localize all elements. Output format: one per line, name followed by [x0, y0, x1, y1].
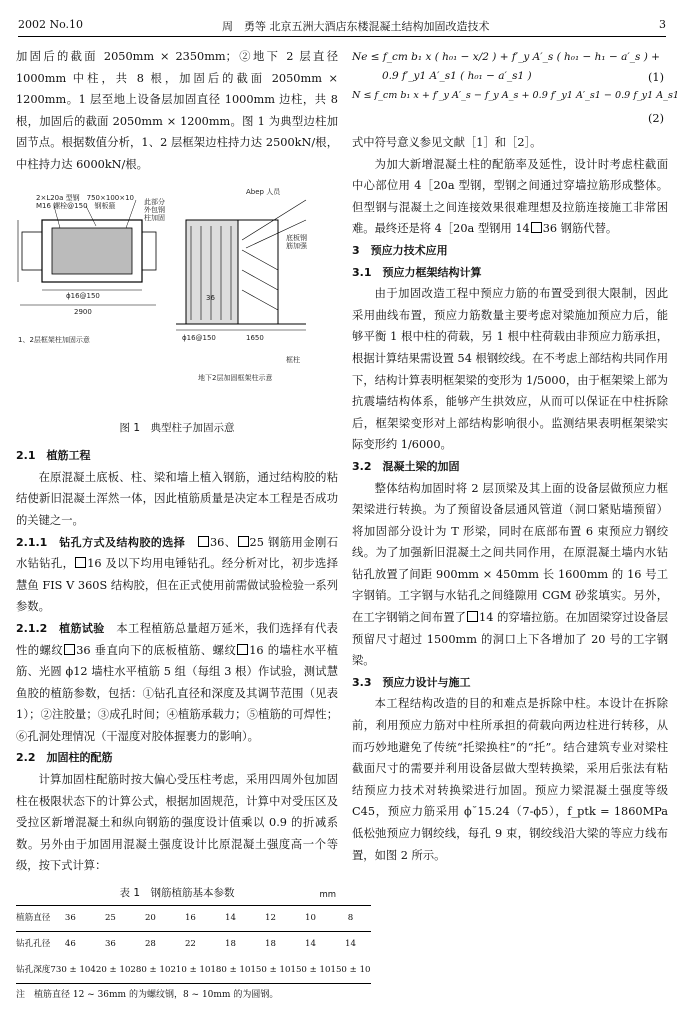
- table-unit: mm: [319, 890, 336, 901]
- rebar-symbol-icon: [531, 222, 542, 233]
- paragraph-equation-reference: 式中符号意义参见文献［1］和［2］。: [352, 136, 542, 149]
- rebar-symbol-icon: [467, 611, 478, 622]
- text-fragment: 14 的穿墙拉筋。在加固梁穿过设备层预留尺寸超过 1500mm 的洞口上下各增加了 20 号的工字钢梁。: [352, 611, 668, 668]
- table-cell: 46: [64, 939, 76, 950]
- table-row: [16, 905, 371, 932]
- text-fragment: 本工程植筋总量超万延米，我们选择有代表性的螺纹: [16, 621, 338, 657]
- table-cell: 150 ± 10: [331, 958, 371, 984]
- table-cell: 25: [90, 905, 130, 932]
- section-3-heading: 3 预应力技术应用: [352, 243, 448, 257]
- equation-block: [352, 48, 680, 132]
- fig-annotation: Abep 人员: [246, 187, 281, 196]
- fig-annotation: 外包钢: [144, 205, 165, 214]
- fig-annotation: 底板钢: [286, 233, 307, 242]
- fig-annotation: M16 螺栓@150 钢板箍: [36, 201, 116, 210]
- paragraph-3-2: [352, 478, 668, 672]
- table-cell: 18: [265, 939, 276, 950]
- table-title: 表 1 钢筋植筋基本参数: [119, 887, 235, 900]
- text-fragment: 25 钢筋用金刚石水钻钻孔，: [16, 535, 338, 571]
- section-2-2-heading: 2.2 加固柱的配筋: [16, 751, 113, 765]
- table-cell: 28: [144, 939, 156, 950]
- fig-annotation: 36: [206, 293, 215, 302]
- table-row: [16, 932, 371, 958]
- section-3-1-heading: 3.1 预应力框架结构计算: [352, 265, 482, 279]
- rebar-symbol-icon: [64, 644, 75, 655]
- section-2-1-1-heading: 2.1.1 钻孔方式及结构胶的选择: [16, 535, 186, 549]
- fig-sub-caption: 地下2层加固框架柱示意: [198, 373, 273, 382]
- running-title: 周 勇等 北京五洲大酒店东楼混凝土结构加固改造技术: [222, 20, 490, 33]
- table-cell: 280 ± 10: [130, 958, 170, 984]
- rebar-symbol-icon: [198, 536, 209, 547]
- equation-1-line-2: 0.9 f′_y1 A′_s1 ( h₀₁ − a′_s1 ): [382, 70, 532, 82]
- fig-annotation: 2900: [74, 307, 92, 316]
- rebar-symbol-icon: [238, 536, 249, 547]
- fig-annotation: 此部分: [144, 197, 165, 206]
- figure-1-caption: 图 1 典型柱子加固示意: [119, 421, 235, 434]
- table-row-label: 钻孔孔径: [16, 939, 51, 950]
- table-note: 注 植筋直径 12 ~ 36mm 的为螺纹钢，8 ~ 10mm 的为圆钢。: [16, 990, 279, 1001]
- fig-annotation: 筋加强: [286, 241, 307, 250]
- table-cell: 180 ± 10: [210, 958, 250, 984]
- text-fragment: 16 及以下均用电锤钻孔。经分析对比，初步选择慧鱼 FIS V 360S 结构胶，但在正式使用前需做试验检验一系列参数。: [16, 557, 338, 614]
- text-fragment: 36、: [209, 535, 237, 549]
- table-cell: 14: [345, 939, 356, 950]
- text-fragment: 36 垂直向下的底板植筋、螺纹: [76, 643, 237, 657]
- table-cell: 36: [104, 939, 116, 950]
- figure-1: [16, 180, 338, 416]
- table-cell: 150 ± 10: [250, 958, 290, 984]
- rebar-symbol-icon: [237, 644, 248, 655]
- table-cell: 14: [305, 939, 316, 950]
- journal-issue: 2002 No.10: [18, 18, 84, 31]
- table-cell: 20: [130, 905, 170, 932]
- text-fragment: 36 钢筋代替。: [542, 222, 618, 236]
- paragraph-3-1: 由于加固改造工程中预应力筋的布置受到很大限制，因此采用曲线布置，预应力筋数量主要考虑对梁施加预应力后，能够平衡 1 根中柱的荷载，另 1 根中柱荷载由非预应力筋承担，根据计算结果需设置 54 根钢绞线。在不考虑上部结构共同作用下，结构计算表明框架梁的变形为 1/5000，由于框架梁上部为抗震墙结构体系，能够产生拱效应，从而可以保证在中柱拆除后，框架梁变形对上部结构影响很小。监测结果表明框架梁实际变形约 1/6000。: [352, 287, 668, 452]
- fig-sub-caption: 1、2层框架柱加固示意: [18, 335, 90, 344]
- table-cell: 730 ± 10: [50, 958, 90, 984]
- paragraph-frame-steel: [352, 154, 668, 240]
- table-cell: 420 ± 10: [90, 958, 130, 984]
- equation-2: N ≤ f_cm b₁ x + f′_y A′_s − f_y A_s + 0.9 f′_y1 A′_s1 − 0.9 f_y1 A_s1: [352, 90, 680, 101]
- page-header: [18, 14, 666, 37]
- section-3-2-heading: 3.2 混凝土梁的加固: [352, 459, 460, 473]
- figure-1-drawing: [16, 180, 338, 416]
- rebar-symbol-icon: [75, 557, 86, 568]
- table-cell: 150 ± 10: [290, 958, 330, 984]
- right-column: [352, 46, 680, 866]
- table-1-caption: [16, 883, 338, 905]
- equation-1-line-1: Ne ≤ f_cm b₁ x ( h₀₁ − x/2 ) + f′_y A′_s ( h₀₁ − h₁ − a′_s ) +: [352, 51, 660, 63]
- left-column: [16, 46, 371, 1002]
- section-2-1-heading: 2.1 植筋工程: [16, 449, 91, 463]
- fig-annotation: ϕ16@150: [66, 291, 100, 300]
- paragraph-2-1-1: [16, 532, 338, 618]
- table-cell: 22: [184, 939, 196, 950]
- paragraph-2-2: 计算加固柱配筋时按大偏心受压柱考虑，采用四周外包加固柱在极限状态下的计算公式，根据加固规范，计算中对受压区及受拉区新增混凝土和纵向钢筋的强度设计值乘以 0.9 的折减系数。另外由于加固用混凝土强度设计比原混凝土强度高一个等级，按下式计算：: [16, 773, 338, 873]
- table-cell: 14: [210, 905, 250, 932]
- table-cell: 10: [290, 905, 330, 932]
- table-cell: 36: [50, 905, 90, 932]
- fig-annotation: ϕ16@150: [182, 333, 216, 342]
- table-cell: 8: [331, 905, 371, 932]
- table-cell: 16: [170, 905, 210, 932]
- fig-annotation: 2×L20a 型钢 750×100×10: [36, 193, 134, 202]
- fig-annotation: 框柱: [286, 355, 300, 364]
- section-2-1-2-heading: 2.1.2 植筋试验: [16, 621, 105, 635]
- table-row: [16, 958, 371, 984]
- text-fragment: 16 的墙柱水平植筋、光圆 ϕ12 墙柱水平植筋 5 组（每组 3 根）作试验，测试慧鱼胶的植筋参数，包括：①钻孔直径和深度及其调节范围（见表 1）；②注胶量；③成孔时间；④植筋承载力；⑤植筋的可焊性；⑥孔洞处理情况（干湿度对胶体握裹力的影响）。: [16, 643, 339, 743]
- fig-annotation: 柱加固: [144, 213, 165, 222]
- table-cell: 18: [224, 939, 236, 950]
- table-row-label: 植筋直径: [16, 905, 50, 932]
- text-fragment: 为加大新增混凝土柱的配筋率及延性，设计时考虑柱截面中心部位用 4［20a 型钢，型钢之间通过穿墙拉筋形成整体。但型钢与混凝土之间连接效果很难理想及拉筋连接施工非常困难。最终还是将 4［20a 型钢用 14: [352, 157, 668, 236]
- equation-2-number: (2): [647, 112, 664, 125]
- paragraph-2-1: 在原混凝土底板、柱、梁和墙上植入钢筋，通过结构胶的粘结使新旧混凝土浑然一体，因此植筋质量是决定本工程是否成功的关键之一。: [16, 470, 338, 527]
- table-cell: 12: [250, 905, 290, 932]
- page-number: 3: [659, 18, 666, 31]
- paragraph-3-3: 本工程结构改造的目的和难点是拆除中柱。本设计在拆除前，利用预应力筋对中柱所承担的荷载向两边柱进行转移，从而巧妙地避免了传统“托梁换柱”的“托”。结合建筑专业对梁柱截面尺寸的需要并利用设备层做大型转换梁，采用后张法有粘结预应力技术对转换梁进行加固。预应力梁混凝土强度等级 C45，预应力筋采用 ϕ˘15.24（7-ϕ5），f_ptk = 1860MPa 低松弛预应力钢绞线，每孔 9 束，钢绞线沿大梁的等应力线布置，如图 2 所示。: [352, 697, 668, 862]
- table-cell: 210 ± 10: [170, 958, 210, 984]
- fig-annotation: 1650: [246, 333, 264, 342]
- paragraph-2-1-2: [16, 618, 338, 748]
- table-1: [16, 905, 371, 985]
- table-row-label: 钻孔深度: [16, 958, 50, 984]
- section-3-3-heading: 3.3 预应力设计与施工: [352, 675, 471, 689]
- paragraph-column-sections: 加固后的截面 2050mm × 2350mm；②地下 2 层直径 1000mm 中柱，共 8 根，加固后的截面 2050mm × 1200mm。1 层至地上设备层加固直径 1000mm 边柱，共 8 根，加固后的截面 2050mm × 1200mm。图 1 为典型边柱加固节点。根据数值分析，1、2 层框架边柱持力达 2500kN/根，中柱持力达 6000kN/根。: [16, 50, 338, 171]
- text-fragment: 整体结构加固时将 2 层顶梁及其上面的设备层做预应力框架梁进行转换。为了预留设备层通风管道（洞口紧贴墙预留）将加固部分设计为 T 形梁，同时在底部布置 6 束预应力钢绞线。为了加强新旧混凝土之间共同作用，在原混凝土墙内水钻钻孔放置了间距 900mm × 450mm 长 1600mm 的 16 号工字钢销。工字钢与水钻孔之间缝隙用 CGM 砂浆填实。另外，在工字钢销之间布置了: [352, 481, 668, 625]
- equation-1-number: (1): [647, 71, 664, 84]
